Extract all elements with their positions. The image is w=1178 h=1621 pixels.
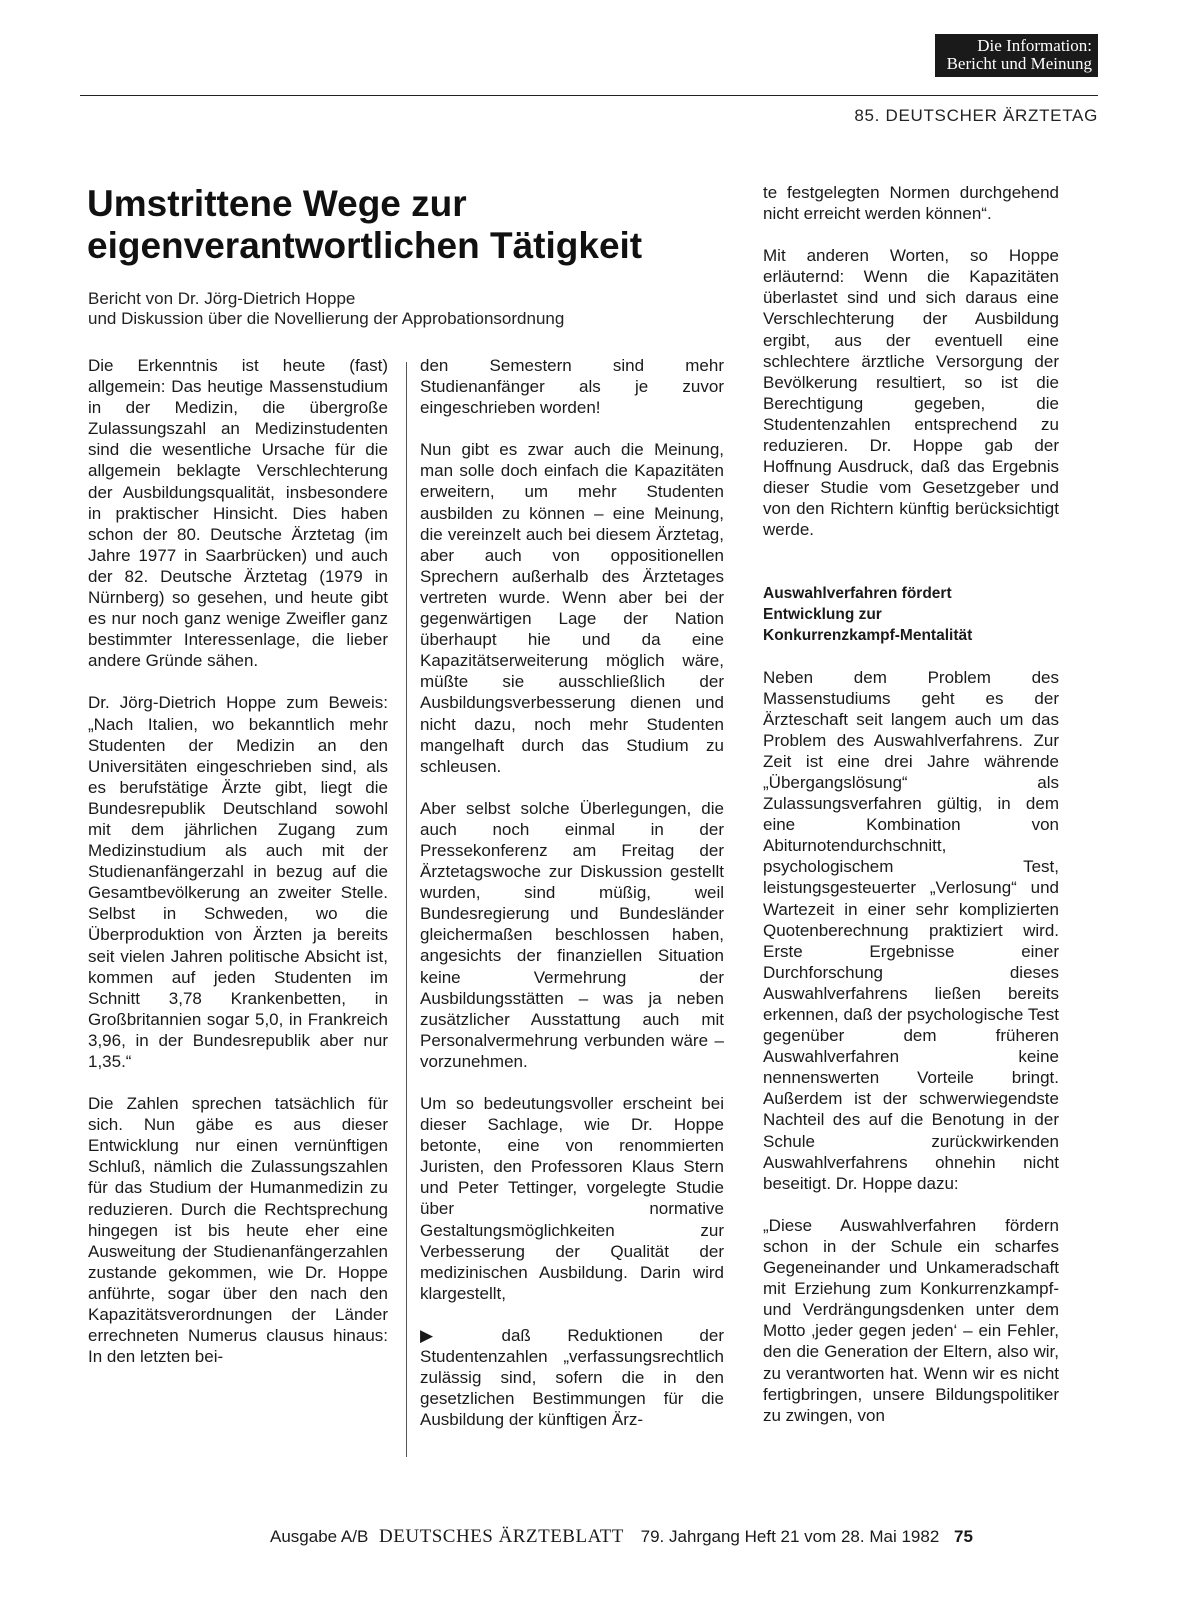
paragraph: „Diese Auswahlverfahren fördern schon in der Schule ein scharfes Gegeneinander und Unkameradschaft mit Erziehung zum Konkurrenzkampf- und Verdrängungsdenken unter dem Motto ‚jeder gegen jeden‘ – ein Fehler, den die Generation der Eltern, also wir, zu verantworten hat. Wenn wir es nicht fertigbringen, unsere Bildungspolitiker zu zwingen, von bbox=[763, 1215, 1059, 1425]
section-label-line1: Die Information: bbox=[977, 36, 1092, 55]
triangle-bullet-icon: ▶ bbox=[420, 1325, 465, 1345]
section-heading bbox=[763, 583, 1059, 646]
column-1 bbox=[88, 355, 388, 1388]
footer-journal: DEUTSCHES ÄRZTEBLATT bbox=[379, 1526, 624, 1547]
subtitle-line1: Bericht von Dr. Jörg-Dietrich Hoppe bbox=[88, 289, 356, 308]
title-line1: Umstrittene Wege zur bbox=[87, 183, 467, 224]
page-footer bbox=[270, 1526, 973, 1548]
paragraph: den Semestern sind mehr Studienanfänger als je zuvor eingeschrieben worden! bbox=[420, 356, 724, 418]
heading-line2: Entwicklung zur bbox=[763, 605, 882, 623]
heading-line3: Konkurrenzkampf-Mentalität bbox=[763, 626, 973, 644]
article-title bbox=[87, 183, 727, 267]
bullet-paragraph bbox=[420, 1325, 724, 1430]
paragraph: Aber selbst solche Überlegungen, die auch noch einmal in der Pressekonferenz am Freitag der Ärztetagswoche zur Diskussion gestellt wurden, sind müßig, weil Bundesregierung und Bundesländer gleichermaßen beschlossen haben, angesichts der finanziellen Situation keine Vermehrung der Ausbildungsstätten – was ja neben zusätzlicher Ausstattung auch mit Personalvermehrung verbunden wäre – vorzunehmen. bbox=[420, 798, 724, 1071]
paragraph: Die Erkenntnis ist heute (fast) allgemein: Das heutige Massenstudium in der Medizin, die übergroße Zulassungszahl an Medizinstudenten sind die wesentliche Ursache für die allgemein beklagte Verschlechterung der Ausbildungsqualität, insbesondere in praktischer Hinsicht. Dies haben schon der 80. Deutsche Ärztetag (im Jahre 1977 in Saarbrücken) und auch der 82. Deutsche Ärztetag (1979 in Nürnberg) so gesehen, und heute gibt es nur noch ganz wenige Zweifler ganz bestimmter Interessenlage, die lieber andere Gründe sähen. bbox=[88, 356, 388, 671]
bullet-text: daß Reduktionen der Studentenzahlen „verfassungsrechtlich zulässig sind, sofern die in den gesetzlichen Bestimmungen für die Ausbildung der künftigen Ärz- bbox=[420, 1325, 724, 1430]
page-number: 75 bbox=[954, 1527, 973, 1546]
kicker: 85. DEUTSCHER ÄRZTETAG bbox=[854, 106, 1098, 125]
paragraph: te festgelegten Normen durchgehend nicht erreicht werden können“. bbox=[763, 183, 1059, 224]
title-line2: eigenverantwortlichen Tätigkeit bbox=[87, 225, 643, 266]
paragraph: Mit anderen Worten, so Hoppe erläuternd: Wenn die Kapazitäten überlastet sind und sich daraus eine Verschlechterung der Ausbildung ergibt, aus der eventuell eine schlechtere ärztliche Versorgung der Bevölkerung resultiert, so ist die Berechtigung gegeben, die Studentenzahlen entsprechend zu reduzieren. Dr. Hoppe gab der Hoffnung Ausdruck, daß das Ergebnis dieser Studie vom Gesetzgeber und von den Richtern künftig berücksichtigt werde. bbox=[763, 246, 1059, 540]
column-3 bbox=[763, 182, 1059, 1447]
subtitle-line2: und Diskussion über die Novellierung der Approbationsordnung bbox=[88, 309, 565, 328]
article-subtitle bbox=[88, 289, 738, 329]
heading-line1: Auswahlverfahren fördert bbox=[763, 584, 952, 602]
footer-issue: 79. Jahrgang Heft 21 vom 28. Mai 1982 bbox=[640, 1527, 940, 1546]
column-divider bbox=[406, 362, 407, 1457]
footer-edition: Ausgabe A/B bbox=[270, 1527, 369, 1546]
paragraph: Dr. Jörg-Dietrich Hoppe zum Beweis: „Nach Italien, wo bekanntlich mehr Studenten der Medizin an den Universitäten eingeschrieben sind, als es berufstätige Ärzte gibt, liegt die Bundesrepublik Deutschland sowohl mit dem jährlichen Zugang zum Medizinstudium als auch mit der Studienanfängerzahl in bezug auf die Gesamtbevölkerung an zweiter Stelle. Selbst in Schweden, wo die Überproduktion von Ärzten ja bereits seit vielen Jahren politische Absicht ist, kommen auf jeden Studenten im Schnitt 3,78 Krankenbetten, in Großbritannien sogar 5,0, in Frankreich 3,96, in der Bundesrepublik aber nur 1,35.“ bbox=[88, 693, 388, 1071]
column-2 bbox=[420, 355, 724, 1451]
section-label bbox=[935, 34, 1098, 77]
paragraph: Nun gibt es zwar auch die Meinung, man solle doch einfach die Kapazitäten erweitern, um mehr Studenten ausbilden zu können – eine Meinung, die vereinzelt auch bei diesem Ärztetag, aber auch von oppositionellen Sprechern außerhalb des Ärztetages vertreten wurde. Wenn aber bei der gegenwärtigen Lage der Nation überhaupt hie und da eine Kapazitätserweiterung möglich wäre, müßte sie ausschließlich der Ausbildungsverbesserung dienen und nicht dazu, noch mehr Studenten mangelhaft durch das Studium zu schleusen. bbox=[420, 440, 724, 776]
paragraph: Neben dem Problem des Massenstudiums geht es der Ärzteschaft seit langem auch um das Problem des Auswahlverfahrens. Zur Zeit ist eine drei Jahre währende „Übergangslösung“ als Zulassungsverfahren gültig, in dem eine Kombination von Abiturnotendurchschnitt, psychologischem Test, leistungsgesteuerter „Verlosung“ und Wartezeit in einer sehr komplizierten Quotenberechnung praktiziert wird. Erste Ergebnisse einer Durchforschung dieses Auswahlverfahrens ließen bereits erkennen, daß der psychologische Test gegenüber dem früheren Auswahlverfahren keine nennenswerten Vorteile bringt. Außerdem ist der schwerwiegendste Nachteil des auf die Benotung in der Schule zurückwirkenden Auswahlverfahrens ohnehin nicht beseitigt. Dr. Hoppe dazu: bbox=[763, 667, 1059, 1193]
section-label-line2: Bericht und Meinung bbox=[946, 54, 1092, 73]
paragraph: Die Zahlen sprechen tatsächlich für sich. Nun gäbe es aus dieser Entwicklung nur einen vernünftigen Schluß, nämlich die Zulassungszahlen für das Studium der Humanmedizin zu reduzieren. Durch die Rechtsprechung hingegen ist bis heute eher eine Ausweitung der Studienanfängerzahlen zustande gekommen, wie Dr. Hoppe anführte, sogar über den nach den Kapazitätsverordnungen der Länder errechneten Numerus clausus hinaus: In den letzten bei- bbox=[88, 1094, 388, 1367]
paragraph: Um so bedeutungsvoller erscheint bei dieser Sachlage, wie Dr. Hoppe betonte, eine von renommierten Juristen, den Professoren Klaus Stern und Peter Tettinger, vorgelegte Studie über normative Gestaltungsmöglichkeiten zur Verbesserung der Qualität der medizinischen Ausbildung. Darin wird klargestellt, bbox=[420, 1094, 724, 1303]
top-rule bbox=[80, 95, 1098, 96]
